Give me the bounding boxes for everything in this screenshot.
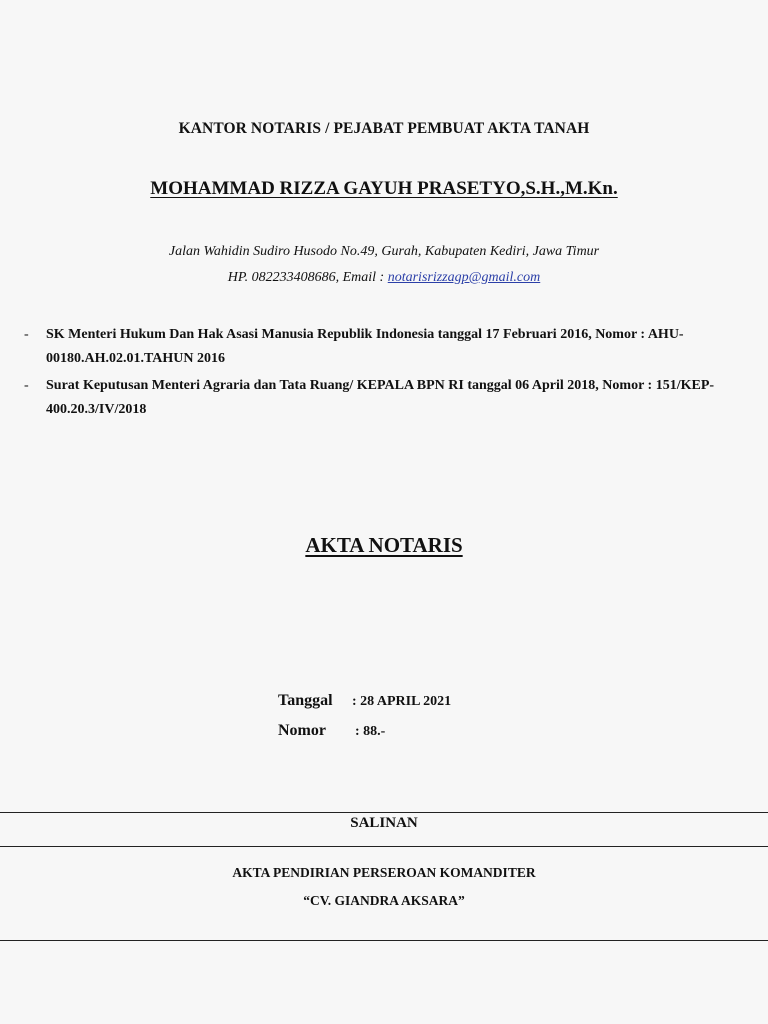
deed-number-row [278,722,385,744]
divider-middle [0,846,768,847]
company-name: “CV. GIANDRA AKSARA” [303,893,465,908]
copy-label: SALINAN [350,815,418,831]
office-title: KANTOR NOTARIS / PEJABAT PEMBUAT AKTA TANAH [178,120,590,137]
list-dash: - [24,327,29,342]
email-link[interactable]: notarisrizzagp@gmail.com [387,270,541,285]
deed-title: AKTA NOTARIS [305,533,463,557]
decree-text: SK Menteri Hukum Dan Hak Asasi Manusia Republik Indonesia tanggal 17 Februari 2016, Nomor : AHU-00180.AH.02.01.TAHUN 2016 [46,327,684,366]
phone-text: HP. 082233408686, Email : [227,270,388,285]
decree-item [24,323,752,371]
deed-type: AKTA PENDIRIAN PERSEROAN KOMANDITER [232,865,536,880]
date-value: : 28 APRIL 2021 [352,694,452,709]
deed-date-row [278,692,451,714]
divider-top [0,812,768,813]
office-address: Jalan Wahidin Sudiro Husodo No.49, Gurah, Kabupaten Kediri, Jawa Timur [168,244,600,259]
contact-line [0,270,768,286]
number-label: Nomor [278,722,326,739]
list-dash: - [24,378,29,393]
decree-item [24,374,752,422]
decree-text: Surat Keputusan Menteri Agraria dan Tata Ruang/ KEPALA BPN RI tanggal 06 April 2018, Nomor : 151/KEP-400.20.3/IV/2018 [46,378,715,417]
divider-bottom [0,940,768,941]
decree-list [24,323,752,425]
number-value: : 88.- [355,724,386,739]
notary-name: MOHAMMAD RIZZA GAYUH PRASETYO,S.H.,M.Kn. [150,178,618,199]
date-label: Tanggal [278,692,333,709]
